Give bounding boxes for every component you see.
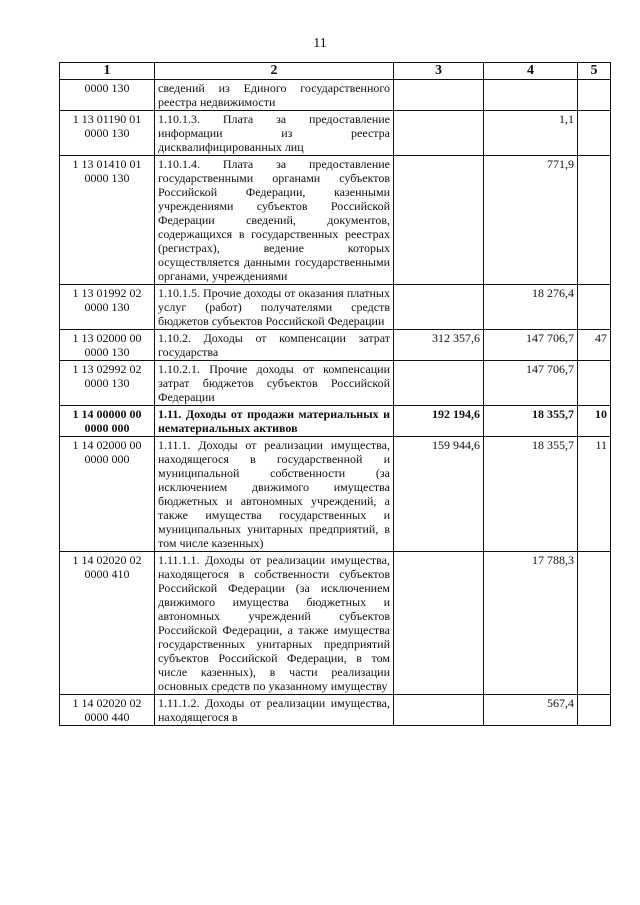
description-cell: 1.11. Доходы от продажи материальных и нематериальных активов (155, 406, 394, 437)
table-row (60, 406, 611, 437)
description-cell: 1.11.1. Доходы от реализации имущества, находящегося в государственной и муниципальной собственности (за исключением движимого имущества бюджетных и автономных учреждений, а также имущества государственных и муниципальных унитарных предприятий, в том числе казенных) (155, 437, 394, 552)
value-cell-col5 (578, 361, 611, 406)
description-cell: 1.10.2. Доходы от компенсации затрат государства (155, 330, 394, 361)
value-cell-col3: 159 944,6 (394, 437, 484, 552)
table-row (60, 695, 611, 726)
table-row (60, 330, 611, 361)
value-cell-col4: 147 706,7 (484, 361, 578, 406)
value-cell-col4: 18 355,7 (484, 437, 578, 552)
value-cell-col5: 10 (578, 406, 611, 437)
value-cell-col3 (394, 111, 484, 156)
code-cell: 1 13 02000 00 0000 130 (60, 330, 155, 361)
code-cell: 1 13 01992 02 0000 130 (60, 285, 155, 330)
code-cell: 1 13 02992 02 0000 130 (60, 361, 155, 406)
code-cell: 1 13 01190 01 0000 130 (60, 111, 155, 156)
value-cell-col5 (578, 695, 611, 726)
column-header: 1 (60, 63, 155, 80)
value-cell-col4: 17 788,3 (484, 552, 578, 695)
table-header-row (60, 63, 611, 80)
value-cell-col5 (578, 80, 611, 111)
value-cell-col5: 47 (578, 330, 611, 361)
description-cell: 1.10.1.5. Прочие доходы от оказания платных услуг (работ) получателями средств бюджетов субъектов Российской Федерации (155, 285, 394, 330)
value-cell-col4: 771,9 (484, 156, 578, 285)
code-cell: 1 14 02000 00 0000 000 (60, 437, 155, 552)
description-cell: 1.11.1.1. Доходы от реализации имущества, находящегося в собственности субъектов Российской Федерации (за исключением движимого имущества бюджетных и автономных учреждений субъектов Российской Федерации, а также имущества государственных унитарных предприятий субъектов Российской Федерации, в том числе казенных), в части реализации основных средств по указанному имуществу (155, 552, 394, 695)
value-cell-col3 (394, 285, 484, 330)
column-header: 4 (484, 63, 578, 80)
value-cell-col4: 1,1 (484, 111, 578, 156)
value-cell-col3 (394, 552, 484, 695)
description-cell: сведений из Единого государственного реестра недвижимости (155, 80, 394, 111)
value-cell-col3 (394, 80, 484, 111)
table-row (60, 80, 611, 111)
value-cell-col5 (578, 156, 611, 285)
column-header: 5 (578, 63, 611, 80)
code-cell: 1 14 00000 00 0000 000 (60, 406, 155, 437)
column-header: 3 (394, 63, 484, 80)
value-cell-col5: 11 (578, 437, 611, 552)
value-cell-col3: 192 194,6 (394, 406, 484, 437)
table-row (60, 156, 611, 285)
table-row (60, 437, 611, 552)
value-cell-col3 (394, 695, 484, 726)
description-cell: 1.10.2.1. Прочие доходы от компенсации затрат бюджетов субъектов Российской Федерации (155, 361, 394, 406)
table-body (60, 80, 611, 726)
code-cell: 0000 130 (60, 80, 155, 111)
table-row (60, 285, 611, 330)
value-cell-col3: 312 357,6 (394, 330, 484, 361)
column-header: 2 (155, 63, 394, 80)
value-cell-col5 (578, 111, 611, 156)
table-row (60, 361, 611, 406)
value-cell-col4: 567,4 (484, 695, 578, 726)
value-cell-col5 (578, 552, 611, 695)
code-cell: 1 14 02020 02 0000 440 (60, 695, 155, 726)
description-cell: 1.10.1.4. Плата за предоставление государственными органами субъектов Российской Федерации, казенными учреждениями субъектов Российской Федерации сведений, документов, содержащихся в государственных реестрах (регистрах), ведение которых осуществляется данными государственными органами, учреждениями (155, 156, 394, 285)
description-cell: 1.10.1.3. Плата за предоставление информации из реестра дисквалифицированных лиц (155, 111, 394, 156)
table-row (60, 111, 611, 156)
code-cell: 1 13 01410 01 0000 130 (60, 156, 155, 285)
value-cell-col3 (394, 361, 484, 406)
value-cell-col4: 18 355,7 (484, 406, 578, 437)
value-cell-col4: 147 706,7 (484, 330, 578, 361)
value-cell-col4: 18 276,4 (484, 285, 578, 330)
value-cell-col5 (578, 285, 611, 330)
page-number: 11 (313, 36, 327, 51)
budget-table (59, 62, 611, 726)
table-row (60, 552, 611, 695)
description-cell: 1.11.1.2. Доходы от реализации имущества, находящегося в (155, 695, 394, 726)
code-cell: 1 14 02020 02 0000 410 (60, 552, 155, 695)
value-cell-col4 (484, 80, 578, 111)
value-cell-col3 (394, 156, 484, 285)
